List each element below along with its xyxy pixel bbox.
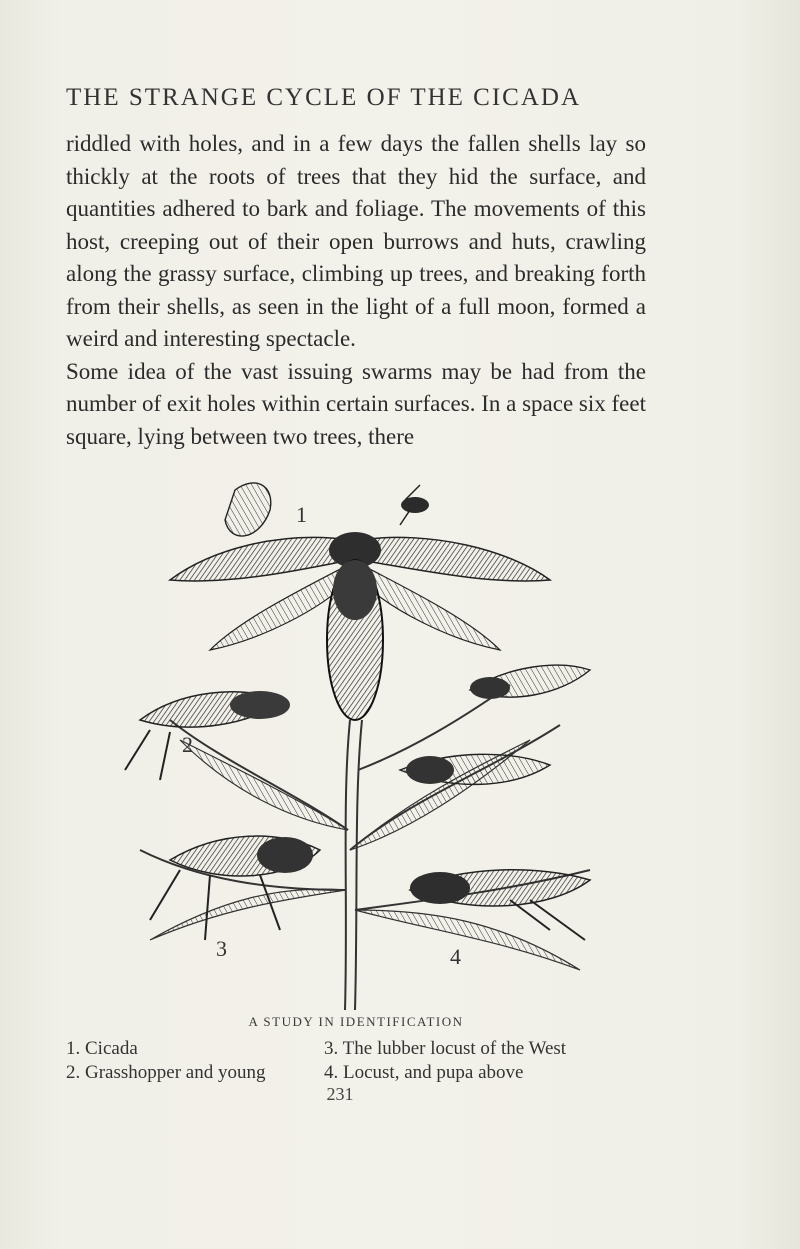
paragraph-1: riddled with holes, and in a few days the fallen shells lay so thickly at the roots of trees that they hid the surface, and quantities adhered to bark and foliage. The movements of this host, creeping out of their open burrows and huts, crawling along the grassy surface, climbing up trees, and breaking forth from their shells, as seen in the light of a full moon, formed a weird and interesting spectacle. — [66, 131, 646, 351]
legend-row — [66, 1061, 646, 1085]
legend-item-4: 4. Locust, and pupa above — [324, 1062, 524, 1083]
figure-number-3: 3 — [216, 936, 227, 961]
figure-number-4: 4 — [450, 944, 461, 969]
legend-item-2: 2. Grasshopper and young — [66, 1062, 266, 1083]
page-number: 231 — [326, 1084, 354, 1104]
grasshopper-figure — [125, 691, 290, 780]
small-insect-top-right — [400, 485, 429, 525]
pupa-top-left — [225, 483, 271, 536]
figure-legend — [66, 1037, 646, 1085]
legend-row — [66, 1037, 646, 1061]
grasshopper-right-middle — [400, 754, 550, 784]
legend-item-1: 1. Cicada — [66, 1038, 138, 1059]
figure-number-1: 1 — [296, 502, 307, 527]
engraving-svg — [110, 470, 620, 1010]
figure-number-2: 2 — [182, 732, 193, 757]
running-head: THE STRANGE CYCLE OF THE CICADA — [66, 84, 582, 111]
figure-caption: A STUDY IN IDENTIFICATION — [248, 1014, 464, 1029]
paragraph-2: Some idea of the vast issuing swarms may be had from the number of exit holes within certain surfaces. In a space six feet square, lying between two trees, there — [66, 358, 646, 449]
body-text — [66, 128, 646, 453]
legend-item-3: 3. The lubber locust of the West — [324, 1038, 567, 1059]
insect-illustration — [110, 470, 620, 1010]
locust-right-upper — [470, 665, 590, 699]
